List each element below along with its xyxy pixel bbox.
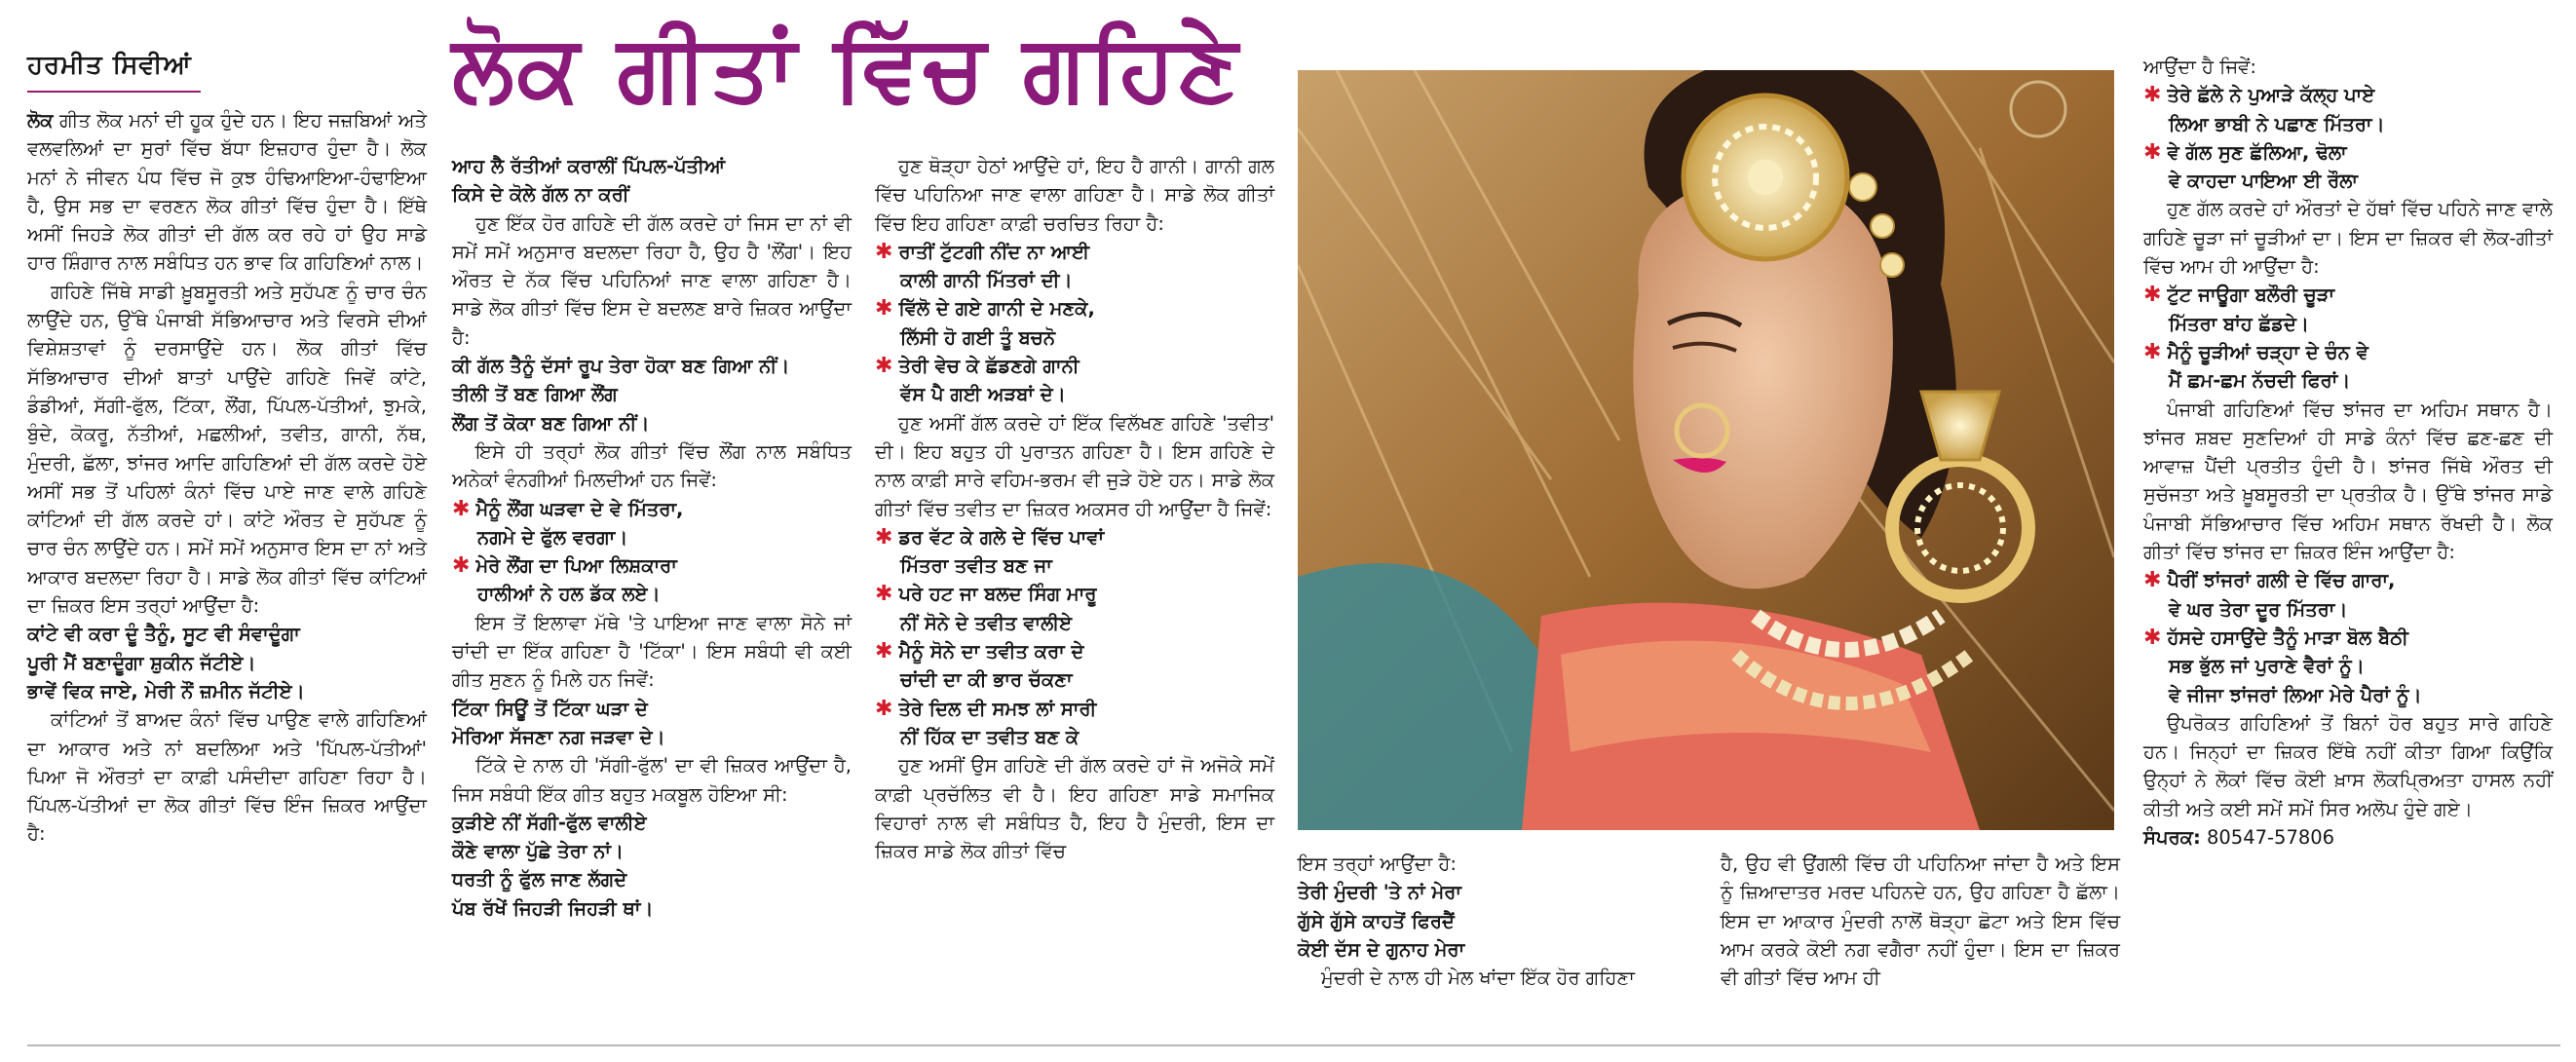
verse-line-text: ਪੂਰੀ ਮੈਂ ਬਣਾਦੂੰਗਾ ਸ਼ੁਕੀਨ ਜੱਟੀਏ। <box>27 651 256 674</box>
verse-line-text: ਚਾਂਦੀ ਦਾ ਕੀ ਭਾਰ ਚੱਕਣਾ <box>900 668 1073 692</box>
paragraph: ਕਾਂਟਿਆਂ ਤੋਂ ਬਾਅਦ ਕੰਨਾਂ ਵਿੱਚ ਪਾਉਣ ਵਾਲੇ ਗਹਿਣਿਆਂ ਦਾ ਆਕਾਰ ਅਤੇ ਨਾਂ ਬਦਲਿਆ ਅਤੇ 'ਪਿੱਪਲ-ਪੱਤੀਆਂ' ਪਿਆ ਜੋ ਔਰਤਾਂ ਦਾ ਕਾਫ਼ੀ ਪਸੰਦੀਦਾ ਗਹਿਣਾ ਰਿਹਾ ਹੈ। ਪਿੱਪਲ-ਪੱਤੀਆਂ ਦਾ ਲੋਕ ਗੀਤਾਂ ਵਿੱਚ ਇੰਜ ਜ਼ਿਕਰ ਆਉਂਦਾ ਹੈ: <box>27 708 427 846</box>
verse-block <box>452 695 852 752</box>
verse-line <box>875 551 1274 580</box>
verse-block <box>875 523 1274 751</box>
star-bullet-icon: ✱ <box>875 354 893 379</box>
column-6 <box>2143 53 2553 852</box>
verse-line-text: ਭਾਵੇਂ ਵਿਕ ਜਾਏ, ਮੇਰੀ ਨੌਂ ਜ਼ਮੀਨ ਜੱਟੀਏ। <box>27 679 305 702</box>
verse-line <box>2143 167 2553 195</box>
verse-line-text: ਮਿੱਤਰਾ ਤਵੀਤ ਬਣ ਜਾ <box>900 554 1052 578</box>
star-bullet-icon: ✱ <box>875 696 893 721</box>
verse-line-text: ਮੇਰੇ ਲੌਂਗ ਦਾ ਪਿਆ ਲਿਸ਼ਕਾਰਾ <box>475 554 677 578</box>
column-4 <box>1298 850 1697 992</box>
verse-line <box>2143 310 2553 338</box>
verse-line <box>2143 595 2553 624</box>
verse-line-text: ਸਭ ਭੁੱਲ ਜਾਂ ਪੁਰਾਣੇ ਵੈਰਾਂ ਨੂੰ। <box>2169 655 2365 678</box>
paragraph: ਇਸੇ ਹੀ ਤਰ੍ਹਾਂ ਲੋਕ ਗੀਤਾਂ ਵਿੱਚ ਲੌਂਗ ਨਾਲ ਸਬੰਧਿਤ ਅਨੇਕਾਂ ਵੰਨਗੀਆਂ ਮਿਲਦੀਆਂ ਹਨ ਜਿਵੇਂ: <box>452 439 852 492</box>
verse-block <box>2143 81 2553 195</box>
verse-line-text: ਕੋਈ ਦੱਸ ਦੇ ਗੁਨਾਹ ਮੇਰਾ <box>1298 937 1465 961</box>
verse-line-text: ਕਾਂਟੇ ਵੀ ਕਰਾ ਦੂੰ ਤੈਨੂੰ, ਸੂਟ ਵੀ ਸੰਵਾਦੂੰਗਾ <box>27 623 300 646</box>
verse-line-text: ਪੈਰੀਂ ਝਾਂਜਰਾਂ ਗਲੀ ਦੇ ਵਿੱਚ ਗਾਰਾ, <box>2167 569 2396 592</box>
verse-line-text: ਗੁੱਸੇ ਗੁੱਸੇ ਕਾਹਤੋਂ ਫਿਰਦੈਂ <box>1298 909 1455 932</box>
verse-line <box>27 649 427 677</box>
verse-block <box>452 809 852 923</box>
column-3 <box>875 152 1274 865</box>
verse-line <box>452 695 852 723</box>
verse-block <box>2143 566 2553 708</box>
verse-line <box>875 665 1274 694</box>
contact-number: 80547-57806 <box>2206 826 2335 850</box>
paragraph: ਪੰਜਾਬੀ ਗਹਿਣਿਆਂ ਵਿੱਚ ਝਾਂਜਰ ਦਾ ਅਹਿਮ ਸਥਾਨ ਹੈ। ਝਾਂਜਰ ਸ਼ਬਦ ਸੁਣਦਿਆਂ ਹੀ ਸਾਡੇ ਕੰਨਾਂ ਵਿੱਚ ਛਣ-ਛਣ ਦੀ ਆਵਾਜ਼ ਪੈਂਦੀ ਪ੍ਰਤੀਤ ਹੁੰਦੀ ਹੈ। ਝਾਂਜਰ ਜਿੱਥੇ ਔਰਤ ਦੀ ਸੁਚੱਜਤਾ ਅਤੇ ਖ਼ੂਬਸੂਰਤੀ ਦਾ ਪ੍ਰਤੀਕ ਹੈ। ਉੱਥੇ ਝਾਂਜਰ ਸਾਡੇ ਪੰਜਾਬੀ ਸੱਭਿਆਚਾਰ ਵਿੱਚ ਅਹਿਮ ਸਥਾਨ ਰੱਖਦੀ ਹੈ। ਲੋਕ ਗੀਤਾਂ ਵਿੱਚ ਝਾਂਜਰ ਦਾ ਜ਼ਿਕਰ ਇੰਜ ਆਉਂਦਾ ਹੈ: <box>2143 398 2553 564</box>
paragraph: ਟਿੱਕੇ ਦੇ ਨਾਲ ਹੀ 'ਸੱਗੀ-ਫੁੱਲ' ਦਾ ਵੀ ਜ਼ਿਕਰ ਆਉਂਦਾ ਹੈ, ਜਿਸ ਸਬੰਧੀ ਇੱਕ ਗੀਤ ਬਹੁਤ ਮਕਬੂਲ ਹੋਇਆ ਸੀ: <box>452 754 852 806</box>
star-bullet-icon: ✱ <box>2143 339 2162 364</box>
verse-line <box>2143 281 2553 309</box>
verse-line <box>2143 110 2553 138</box>
paragraph: ਹੁਣ ਥੋੜ੍ਹਾ ਹੇਠਾਂ ਆਉਂਦੇ ਹਾਂ, ਇਹ ਹੈ ਗਾਨੀ। ਗਾਨੀ ਗਲ ਵਿੱਚ ਪਹਿਨਿਆ ਜਾਣ ਵਾਲਾ ਗਹਿਣਾ ਹੈ। ਸਾਡੇ ਲੋਕ ਗੀਤਾਂ ਵਿੱਚ ਇਹ ਗਹਿਣਾ ਕਾਫ਼ੀ ਚਰਚਿਤ ਰਿਹਾ ਹੈ: <box>875 155 1274 235</box>
verse-line-text: ਤੇਰੇ ਦਿਲ ਦੀ ਸਮਝ ਲਾਂ ਸਾਰੀ <box>898 697 1097 720</box>
paragraph: ਉਪਰੋਕਤ ਗਹਿਣਿਆਂ ਤੋਂ ਬਿਨਾਂ ਹੋਰ ਬਹੁਤ ਸਾਰੇ ਗਹਿਣੇ ਹਨ। ਜਿਨ੍ਹਾਂ ਦਾ ਜ਼ਿਕਰ ਇੱਥੇ ਨਹੀਂ ਕੀਤਾ ਗਿਆ ਕਿਉਂਕਿ ਉਨ੍ਹਾਂ ਨੇ ਲੋਕਾਂ ਵਿੱਚ ਕੋਈ ਖ਼ਾਸ ਲੋਕਪ੍ਰਿਅਤਾ ਹਾਸਲ ਨਹੀਂ ਕੀਤੀ ਅਤੇ ਕਈ ਸਮੇਂ ਸਮੇਂ ਸਿਰ ਅਲੋਪ ਹੁੰਦੇ ਗਏ। <box>2143 711 2553 820</box>
paragraph-intro-text: ਗੀਤ ਲੋਕ ਮਨਾਂ ਦੀ ਹੂਕ ਹੁੰਦੇ ਹਨ। ਇਹ ਜਜ਼ਬਿਆਂ ਅਤੇ ਵਲਵਲਿਆਂ ਦਾ ਸੁਰਾਂ ਵਿੱਚ ਬੱਧਾ ਇਜ਼ਹਾਰ ਹੁੰਦਾ ਹੈ। ਲੋਕ ਮਨਾਂ ਨੇ ਜੀਵਨ ਪੰਧ ਵਿੱਚ ਜੋ ਕੁਝ ਹੰਢਿਆਇਆ-ਹੰਢਾਇਆ ਹੈ, ਉਸ ਸਭ ਦਾ ਵਰਣਨ ਲੋਕ ਗੀਤਾਂ ਵਿੱਚ ਹੁੰਦਾ ਹੈ। ਇੱਥੇ ਅਸੀਂ ਜਿਹੜੇ ਲੋਕ ਗੀਤਾਂ ਦੀ ਗੱਲ ਕਰ ਰਹੇ ਹਾਂ ਉਹ ਸਾਡੇ ਹਾਰ ਸ਼ਿੰਗਾਰ ਨਾਲ ਸਬੰਧਿਤ ਹਨ ਭਾਵ ਕਿ ਗਹਿਣਿਆਂ ਨਾਲ। <box>27 109 427 275</box>
verse-line-text: ਵੇ ਕਾਹਦਾ ਪਾਇਆ ਈ ਰੌਲਾ <box>2169 170 2358 193</box>
verse-line <box>1298 878 1697 906</box>
paragraph: ਹੁਣ ਅਸੀਂ ਗੱਲ ਕਰਦੇ ਹਾਂ ਇੱਕ ਵਿਲੱਖਣ ਗਹਿਣੇ 'ਤਵੀਤ' ਦੀ। ਇਹ ਬਹੁਤ ਹੀ ਪੁਰਾਤਨ ਗਹਿਣਾ ਹੈ। ਇਸ ਗਹਿਣੇ ਦੇ ਨਾਲ ਕਾਫ਼ੀ ਸਾਰੇ ਵਹਿਮ-ਭਰਮ ਵੀ ਜੁੜੇ ਹੋਏ ਹਨ। ਸਾਡੇ ਲੋਕ ਗੀਤਾਂ ਵਿੱਚ ਤਵੀਤ ਦਾ ਜ਼ਿਕਰ ਅਕਸਰ ਹੀ ਆਉਂਦਾ ਹੈ ਜਿਵੇਂ: <box>875 411 1274 520</box>
verse-line-text: ਨਗਮੇ ਦੇ ਫੁੱਲ ਵਰਗਾ। <box>477 525 628 549</box>
verse-line <box>452 580 852 608</box>
verse-line <box>452 180 852 209</box>
verse-line-text: ਕੀ ਗੱਲ ਤੈਨੂੰ ਦੱਸਾਂ ਰੂਪ ਤੇਰਾ ਹੋਕਾ ਬਣ ਗਿਆ ਨੀਂ। <box>452 355 790 378</box>
verse-line-text: ਟਿੱਕਾ ਸਿਊਂ ਤੋਂ ਟਿੱਕਾ ਘੜਾ ਦੇ <box>452 697 648 720</box>
paragraph: ਇਸ ਤੋਂ ਇਲਾਵਾ ਮੱਥੇ 'ਤੇ ਪਾਇਆ ਜਾਣ ਵਾਲਾ ਸੋਨੇ ਜਾਂ ਚਾਂਦੀ ਦਾ ਇੱਕ ਗਹਿਣਾ ਹੈ 'ਟਿੱਕਾ'। ਇਸ ਸਬੰਧੀ ਵੀ ਕਈ ਗੀਤ ਸੁਣਨ ਨੂੰ ਮਿਲੇ ਹਨ ਜਿਵੇਂ: <box>452 611 852 692</box>
star-bullet-icon: ✱ <box>452 496 471 521</box>
verse-line <box>1298 935 1697 964</box>
bride-jewellery-photo <box>1298 70 2114 830</box>
verse-line <box>2143 652 2553 680</box>
verse-line-text: ਲੌਂਗ ਤੋਂ ਕੋਕਾ ਬਣ ਗਿਆ ਨੀਂ। <box>452 411 650 435</box>
verse-line-text: ਵੇ ਗੱਲ ਸੁਣ ਛੱਲਿਆ, ਢੋਲਾ <box>2167 140 2347 164</box>
verse-line-text: ਕੌਣੇ ਵਾਲਾ ਪੁੱਛੇ ਤੇਰਾ ਨਾਂ। <box>452 840 625 863</box>
paragraph: ਹੁਣ ਅਸੀਂ ਉਸ ਗਹਿਣੇ ਦੀ ਗੱਲ ਕਰਦੇ ਹਾਂ ਜੋ ਅਜੋਕੇ ਸਮੇਂ ਕਾਫ਼ੀ ਪ੍ਰਚੱਲਿਤ ਵੀ ਹੈ। ਇਹ ਗਹਿਣਾ ਸਾਡੇ ਸਮਾਜਿਕ ਵਿਹਾਰਾਂ ਨਾਲ ਵੀ ਸਬੰਧਿਤ ਹੈ, ਇਹ ਹੈ ਮੁੰਦਰੀ, ਇਸ ਦਾ ਜ਼ਿਕਰ ਸਾਡੇ ਲੋਕ ਗੀਤਾਂ ਵਿੱਚ <box>875 754 1274 863</box>
star-bullet-icon: ✱ <box>2143 83 2162 108</box>
verse-line-text: ਪਰੇ ਹਟ ਜਾ ਬਲਦ ਸਿੰਗ ਮਾਰੂ <box>898 583 1097 606</box>
paragraph: ਹੁਣ ਇੱਕ ਹੋਰ ਗਹਿਣੇ ਦੀ ਗੱਲ ਕਰਦੇ ਹਾਂ ਜਿਸ ਦਾ ਨਾਂ ਵੀ ਸਮੇਂ ਸਮੇਂ ਅਨੁਸਾਰ ਬਦਲਦਾ ਰਿਹਾ ਹੈ, ਉਹ ਹੈ 'ਲੌਂਗ'। ਇਹ ਔਰਤ ਦੇ ਨੱਕ ਵਿੱਚ ਪਹਿਨਿਆਂ ਜਾਣ ਵਾਲਾ ਗਹਿਣਾ ਹੈ। ਸਾਡੇ ਲੋਕ ਗੀਤਾਂ ਵਿੱਚ ਇਸ ਦੇ ਬਦਲਣ ਬਾਰੇ ਜ਼ਿਕਰ ਆਉਂਦਾ ਹੈ: <box>452 211 852 349</box>
verse-line <box>875 352 1274 380</box>
verse-line <box>875 523 1274 551</box>
verse-line-text: ਤੀਲੀ ਤੋਂ ਬਣ ਗਿਆ ਲੌਂਗ <box>452 383 618 406</box>
verse-line <box>1298 907 1697 935</box>
star-bullet-icon: ✱ <box>452 553 471 579</box>
star-bullet-icon: ✱ <box>2143 283 2162 308</box>
column-1 <box>27 0 427 849</box>
star-bullet-icon: ✱ <box>2143 139 2162 165</box>
verse-block <box>452 495 852 609</box>
verse-line-text: ਹੱਸਦੇ ਹਸਾਉਂਦੇ ਤੈਨੂੰ ਮਾੜਾ ਬੋਲ ਬੈਠੀ <box>2167 626 2408 649</box>
verse-block <box>452 352 852 437</box>
verse-line-text: ਡਰ ਵੱਟ ਕੇ ਗਲੇ ਦੇ ਵਿੱਚ ਪਾਵਾਂ <box>898 525 1105 549</box>
star-bullet-icon: ✱ <box>875 239 893 264</box>
verse-line <box>452 495 852 523</box>
verse-line <box>452 551 852 580</box>
verse-line-text: ਨੀਂ ਹਿੱਕ ਦਾ ਤਵੀਤ ਬਣ ਕੇ <box>900 725 1080 748</box>
byline-underline <box>27 91 201 93</box>
verse-line <box>875 637 1274 665</box>
contact-line <box>2143 823 2553 852</box>
verse-line <box>2143 366 2553 395</box>
verse-line <box>452 352 852 380</box>
star-bullet-icon: ✱ <box>875 296 893 322</box>
verse-block <box>452 152 852 209</box>
verse-line-text: ਮੈਨੂੰ ਲੌਂਗ ਘੜਵਾ ਦੇ ਵੇ ਮਿੱਤਰਾ, <box>475 497 684 520</box>
column-5 <box>1721 850 2120 992</box>
verse-line <box>452 409 852 437</box>
verse-block <box>1298 878 1697 964</box>
paragraph: ਹੈ, ਉਹ ਵੀ ਉਂਗਲੀ ਵਿੱਚ ਹੀ ਪਹਿਨਿਆ ਜਾਂਦਾ ਹੈ ਅਤੇ ਇਸ ਨੂੰ ਜ਼ਿਆਦਾਤਰ ਮਰਦ ਪਹਿਨਦੇ ਹਨ, ਉਹ ਗਹਿਣਾ ਹੈ ਛੱਲਾ। ਇਸ ਦਾ ਆਕਾਰ ਮੁੰਦਰੀ ਨਾਲੋਂ ਥੋੜ੍ਹਾ ਛੋਟਾ ਅਤੇ ਇਸ ਵਿੱਚ ਆਮ ਕਰਕੇ ਕੋਈ ਨਗ ਵਗੈਰਾ ਨਹੀਂ ਹੁੰਦਾ। ਇਸ ਦਾ ਜ਼ਿਕਰ ਵੀ ਗੀਤਾਂ ਵਿੱਚ ਆਮ ਹੀ <box>1721 853 2120 990</box>
verse-line-text: ਕਿਸੇ ਦੇ ਕੋਲੇ ਗੱਲ ਨਾ ਕਰੀਂ <box>452 183 629 207</box>
verse-line <box>452 894 852 923</box>
verse-block <box>2143 281 2553 395</box>
verse-line-text: ਕੁੜੀਏ ਨੀਂ ਸੱਗੀ-ਫੁੱਲ ਵਾਲੀਏ <box>452 811 647 834</box>
verse-line-text: ਧਰਤੀ ਨੂੰ ਫੁੱਲ ਜਾਣ ਲੱਗਦੇ <box>452 868 627 891</box>
star-bullet-icon: ✱ <box>875 639 893 664</box>
verse-block <box>875 238 1274 409</box>
verse-line <box>2143 624 2553 652</box>
paragraph: ਮੁੰਦਰੀ ਦੇ ਨਾਲ ਹੀ ਮੇਲ ਖਾਂਦਾ ਇੱਕ ਹੋਰ ਗਹਿਣਾ <box>1321 967 1635 990</box>
verse-line <box>875 380 1274 408</box>
verse-line-text: ਮੈਨੂੰ ਸੋਨੇ ਦਾ ਤਵੀਤ ਕਰਾ ਦੇ <box>898 640 1084 664</box>
verse-line <box>875 695 1274 723</box>
paragraph: ਇਸ ਤਰ੍ਹਾਂ ਆਉਂਦਾ ਹੈ: <box>1298 853 1457 875</box>
verse-line <box>2143 681 2553 709</box>
author-byline: ਹਰਮੀਤ ਸਿਵੀਆਂ <box>27 51 192 80</box>
lead-word: ਲੋਕ <box>27 109 54 132</box>
verse-line-text: ਤੇਰੀ ਵੇਚ ਕੇ ਛੱਡਣਗੇ ਗਾਨੀ <box>898 355 1080 378</box>
verse-line-text: ਲਿੱਸੀ ਹੋ ਗਈ ਤੂੰ ਬਚਨੋ <box>900 325 1056 349</box>
verse-line <box>27 677 427 705</box>
paragraph: ਆਉਂਦਾ ਹੈ ਜਿਵੇਂ: <box>2143 56 2256 78</box>
verse-line <box>875 294 1274 322</box>
verse-line-text: ਨੀਂ ਸੋਨੇ ਦੇ ਤਵੀਤ ਵਾਲੀਏ <box>900 611 1073 634</box>
verse-line-text: ਟੁੱਟ ਜਾਊਗਾ ਬਲੌਰੀ ਚੂੜਾ <box>2167 284 2335 307</box>
verse-line <box>875 323 1274 352</box>
verse-line <box>875 238 1274 266</box>
verse-line <box>875 609 1274 637</box>
verse-line <box>2143 81 2553 109</box>
verse-line-text: ਪੱਬ ਰੱਖੇਂ ਜਿਹੜੀ ਜਿਹੜੀ ਥਾਂ। <box>452 896 654 920</box>
star-bullet-icon: ✱ <box>2143 568 2162 593</box>
verse-line <box>875 580 1274 608</box>
column-2 <box>452 152 852 923</box>
verse-line-text: ਮੈਨੂੰ ਚੂੜੀਆਂ ਚੜ੍ਹਾ ਦੇ ਚੰਨ ਵੇ <box>2167 340 2368 363</box>
verse-line <box>452 809 852 837</box>
verse-line-text: ਮੋਰਿਆ ਸੱਜਣਾ ਨਗ ਜੜਵਾ ਦੇ। <box>452 725 665 748</box>
paragraph-intro <box>27 106 427 278</box>
verse-block <box>27 620 427 705</box>
verse-line <box>875 266 1274 294</box>
verse-line-text: ਤੇਰੇ ਛੱਲੇ ਨੇ ਪੁਆੜੇ ਕੱਲ੍ਹ ਪਾਏ <box>2167 84 2375 107</box>
verse-line <box>875 723 1274 751</box>
verse-line-text: ਕਾਲੀ ਗਾਨੀ ਮਿੱਤਰਾਂ ਦੀ। <box>900 269 1073 292</box>
verse-line-text: ਵਿੱਲੋ ਦੇ ਗਏ ਗਾਨੀ ਦੇ ਮਣਕੇ, <box>898 297 1095 321</box>
verse-line <box>2143 338 2553 366</box>
verse-line <box>452 865 852 893</box>
verse-line <box>2143 138 2553 167</box>
contact-label: ਸੰਪਰਕ: <box>2143 826 2201 850</box>
verse-line <box>452 523 852 551</box>
verse-line <box>452 723 852 751</box>
verse-line-text: ਰਾਤੀਂ ਟੁੱਟਗੀ ਨੀਂਦ ਨਾ ਆਈ <box>898 240 1090 263</box>
bride-photo-illustration <box>1298 70 2114 830</box>
verse-line-text: ਵੇ ਜੀਜਾ ਝਾਂਜਰਾਂ ਲਿਆ ਮੇਰੇ ਪੈਰਾਂ ਨੂੰ। <box>2169 683 2422 706</box>
star-bullet-icon: ✱ <box>875 524 893 550</box>
star-bullet-icon: ✱ <box>875 582 893 607</box>
verse-line-text: ਵੇ ਘਰ ਤੇਰਾ ਦੂਰ ਮਿੱਤਰਾ। <box>2169 597 2348 621</box>
verse-line-text: ਮੈਂ ਛਮ-ਛਮ ਨੱਚਦੀ ਫਿਰਾਂ। <box>2169 369 2351 393</box>
verse-line <box>452 380 852 408</box>
verse-line <box>2143 566 2553 594</box>
verse-line-text: ਹਾਲੀਆਂ ਨੇ ਹਲ ਡੱਕ ਲਏ। <box>477 583 661 606</box>
verse-line-text: ਲਿਆ ਭਾਬੀ ਨੇ ਪਛਾਣ ਮਿੱਤਰਾ। <box>2169 112 2385 135</box>
verse-line <box>452 837 852 865</box>
verse-line <box>27 620 427 648</box>
bottom-divider <box>27 1044 2560 1046</box>
verse-line-text: ਆਹ ਲੈ ਰੱਤੀਆਂ ਕਰਾਲੀਂ ਪਿੱਪਲ-ਪੱਤੀਆਂ <box>452 155 726 177</box>
star-bullet-icon: ✱ <box>2143 625 2162 650</box>
paragraph: ਹੁਣ ਗੱਲ ਕਰਦੇ ਹਾਂ ਔਰਤਾਂ ਦੇ ਹੱਥਾਂ ਵਿੱਚ ਪਹਿਨੇ ਜਾਣ ਵਾਲੇ ਗਹਿਣੇ ਚੂੜਾ ਜਾਂ ਚੂੜੀਆਂ ਦਾ। ਇਸ ਦਾ ਜ਼ਿਕਰ ਵੀ ਲੋਕ-ਗੀਤਾਂ ਵਿੱਚ ਆਮ ਹੀ ਆਉਂਦਾ ਹੈ: <box>2143 198 2553 279</box>
verse-line-text: ਵੱਸ ਪੈ ਗਈ ਅੜਬਾਂ ਦੇ। <box>900 383 1066 406</box>
verse-line <box>452 152 852 180</box>
headline: ਲੋਕ ਗੀਤਾਂ ਵਿੱਚ ਗਹਿਣੇ <box>452 16 1241 122</box>
paragraph: ਗਹਿਣੇ ਜਿੱਥੇ ਸਾਡੀ ਖ਼ੂਬਸੂਰਤੀ ਅਤੇ ਸੁਹੱਪਣ ਨੂੰ ਚਾਰ ਚੰਨ ਲਾਉਂਦੇ ਹਨ, ਉੱਥੇ ਪੰਜਾਬੀ ਸੱਭਿਆਚਾਰ ਅਤੇ ਵਿਰਸੇ ਦੀਆਂ ਵਿਸ਼ੇਸ਼ਤਾਵਾਂ ਨੂੰ ਦਰਸਾਉਂਦੇ ਹਨ। ਲੋਕ ਗੀਤਾਂ ਵਿੱਚ ਸੱਭਿਆਚਾਰ ਦੀਆਂ ਬਾਤਾਂ ਪਾਉਂਦੇ ਗਹਿਣੇ ਜਿਵੇਂ ਕਾਂਟੇ, ਡੰਡੀਆਂ, ਸੱਗੀ-ਫੁੱਲ, ਟਿੱਕਾ, ਲੌਂਗ, ਪਿੱਪਲ-ਪੱਤੀਆਂ, ਝੁਮਕੇ, ਬੁੰਦੇ, ਕੋਕਰੂ, ਨੱਤੀਆਂ, ਮਛਲੀਆਂ, ਤਵੀਤ, ਗਾਨੀ, ਨੱਥ, ਮੁੰਦਰੀ, ਛੱਲਾ, ਝਾਂਜਰ ਆਦਿ ਗਹਿਣਿਆਂ ਦੀ ਗੱਲ ਕਰਦੇ ਹੋਏ ਅਸੀਂ ਸਭ ਤੋਂ ਪਹਿਲਾਂ ਕੰਨਾਂ ਵਿੱਚ ਪਾਏ ਜਾਣ ਵਾਲੇ ਗਹਿਣੇ ਕਾਂਟਿਆਂ ਦੀ ਗੱਲ ਕਰਦੇ ਹਾਂ। ਕਾਂਟੇ ਔਰਤ ਦੇ ਸੁਹੱਪਣ ਨੂੰ ਚਾਰ ਚੰਨ ਲਾਉਂਦੇ ਹਨ। ਸਮੇਂ ਸਮੇਂ ਅਨੁਸਾਰ ਇਸ ਦਾ ਨਾਂ ਅਤੇ ਆਕਾਰ ਬਦਲਦਾ ਰਿਹਾ ਹੈ। ਸਾਡੇ ਲੋਕ ਗੀਤਾਂ ਵਿੱਚ ਕਾਂਟਿਆਂ ਦਾ ਜ਼ਿਕਰ ਇਸ ਤਰ੍ਹਾਂ ਆਉਂਦਾ ਹੈ: <box>27 280 427 618</box>
verse-line-text: ਮਿੱਤਰਾ ਬਾਂਹ ਛੱਡਦੇ। <box>2169 312 2310 335</box>
verse-line-text: ਤੇਰੀ ਮੁੰਦਰੀ 'ਤੇ ਨਾਂ ਮੇਰਾ <box>1298 881 1461 904</box>
